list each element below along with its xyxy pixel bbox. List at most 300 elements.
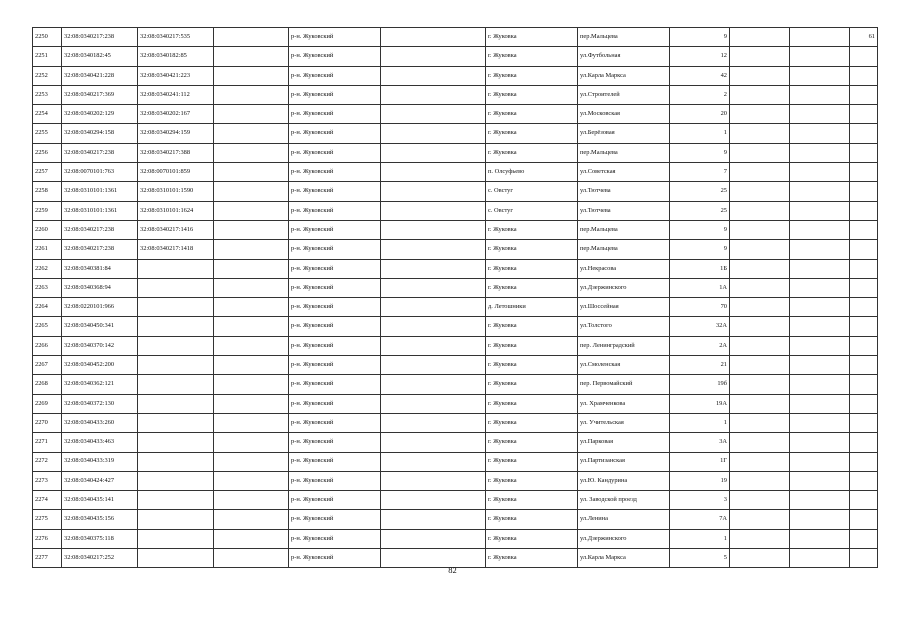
district-cell: р-н. Жуковский bbox=[289, 375, 381, 394]
empty-col-11-cell bbox=[790, 336, 850, 355]
sub-cadastral-number-cell: 32:08:0340217:1418 bbox=[138, 240, 214, 259]
table-row bbox=[33, 394, 878, 413]
empty-col-6-cell bbox=[381, 85, 486, 104]
empty-col-11-cell bbox=[790, 452, 850, 471]
street-cell: ул.Карла Маркса bbox=[578, 549, 670, 568]
empty-col-10-cell bbox=[730, 317, 790, 336]
empty-col-6-cell bbox=[381, 452, 486, 471]
empty-col-11-cell bbox=[790, 143, 850, 162]
district-cell: р-н. Жуковский bbox=[289, 240, 381, 259]
empty-col-4-cell bbox=[214, 336, 289, 355]
empty-col-6-cell bbox=[381, 66, 486, 85]
row-number-cell: 2259 bbox=[33, 201, 62, 220]
house-number-cell: 9 bbox=[670, 240, 730, 259]
empty-col-11-cell bbox=[790, 356, 850, 375]
empty-col-11-cell bbox=[790, 433, 850, 452]
empty-col-6-cell bbox=[381, 124, 486, 143]
district-cell: р-н. Жуковский bbox=[289, 278, 381, 297]
cadastral-number-cell: 32:08:0340450:341 bbox=[62, 317, 138, 336]
district-cell: р-н. Жуковский bbox=[289, 298, 381, 317]
empty-col-11-cell bbox=[790, 394, 850, 413]
empty-col-6-cell bbox=[381, 510, 486, 529]
settlement-cell: г. Жуковка bbox=[486, 510, 578, 529]
extra-value-cell bbox=[850, 278, 878, 297]
empty-col-6-cell bbox=[381, 28, 486, 47]
district-cell: р-н. Жуковский bbox=[289, 452, 381, 471]
extra-value-cell bbox=[850, 124, 878, 143]
empty-col-4-cell bbox=[214, 124, 289, 143]
row-number-cell: 2251 bbox=[33, 47, 62, 66]
row-number-cell: 2264 bbox=[33, 298, 62, 317]
empty-col-10-cell bbox=[730, 336, 790, 355]
district-cell: р-н. Жуковский bbox=[289, 529, 381, 548]
empty-col-4-cell bbox=[214, 259, 289, 278]
sub-cadastral-number-cell bbox=[138, 259, 214, 278]
empty-col-10-cell bbox=[730, 356, 790, 375]
empty-col-6-cell bbox=[381, 375, 486, 394]
extra-value-cell: 61 bbox=[850, 28, 878, 47]
row-number-cell: 2260 bbox=[33, 220, 62, 239]
street-cell: пер.Мальцева bbox=[578, 220, 670, 239]
table-row bbox=[33, 317, 878, 336]
house-number-cell: 3А bbox=[670, 433, 730, 452]
district-cell: р-н. Жуковский bbox=[289, 182, 381, 201]
extra-value-cell bbox=[850, 413, 878, 432]
district-cell: р-н. Жуковский bbox=[289, 124, 381, 143]
extra-value-cell bbox=[850, 240, 878, 259]
row-number-cell: 2266 bbox=[33, 336, 62, 355]
settlement-cell: г. Жуковка bbox=[486, 529, 578, 548]
house-number-cell: 9 bbox=[670, 220, 730, 239]
house-number-cell: 25 bbox=[670, 182, 730, 201]
row-number-cell: 2268 bbox=[33, 375, 62, 394]
empty-col-10-cell bbox=[730, 471, 790, 490]
sub-cadastral-number-cell: 32:08:0340217:535 bbox=[138, 28, 214, 47]
sub-cadastral-number-cell bbox=[138, 278, 214, 297]
row-number-cell: 2274 bbox=[33, 491, 62, 510]
table-row bbox=[33, 433, 878, 452]
street-cell: ул.Дзержинского bbox=[578, 529, 670, 548]
extra-value-cell bbox=[850, 452, 878, 471]
empty-col-4-cell bbox=[214, 413, 289, 432]
extra-value-cell bbox=[850, 143, 878, 162]
empty-col-6-cell bbox=[381, 433, 486, 452]
sub-cadastral-number-cell bbox=[138, 413, 214, 432]
street-cell: ул.Тютчева bbox=[578, 182, 670, 201]
empty-col-6-cell bbox=[381, 143, 486, 162]
empty-col-4-cell bbox=[214, 28, 289, 47]
empty-col-4-cell bbox=[214, 452, 289, 471]
empty-col-10-cell bbox=[730, 240, 790, 259]
empty-col-6-cell bbox=[381, 394, 486, 413]
empty-col-10-cell bbox=[730, 510, 790, 529]
settlement-cell: с. Овстуг bbox=[486, 182, 578, 201]
sub-cadastral-number-cell bbox=[138, 394, 214, 413]
street-cell: пер. Первомайский bbox=[578, 375, 670, 394]
settlement-cell: г. Жуковка bbox=[486, 85, 578, 104]
sub-cadastral-number-cell: 32:08:0340294:159 bbox=[138, 124, 214, 143]
extra-value-cell bbox=[850, 259, 878, 278]
street-cell: ул. Учительская bbox=[578, 413, 670, 432]
sub-cadastral-number-cell bbox=[138, 375, 214, 394]
sub-cadastral-number-cell bbox=[138, 356, 214, 375]
settlement-cell: г. Жуковка bbox=[486, 220, 578, 239]
row-number-cell: 2250 bbox=[33, 28, 62, 47]
table-row bbox=[33, 143, 878, 162]
cadastral-number-cell: 32:08:0340421:228 bbox=[62, 66, 138, 85]
cadastral-number-cell: 32:08:0220101:966 bbox=[62, 298, 138, 317]
empty-col-6-cell bbox=[381, 182, 486, 201]
empty-col-11-cell bbox=[790, 220, 850, 239]
empty-col-10-cell bbox=[730, 220, 790, 239]
empty-col-10-cell bbox=[730, 66, 790, 85]
settlement-cell: г. Жуковка bbox=[486, 452, 578, 471]
house-number-cell: 1Б bbox=[670, 259, 730, 278]
cadastral-number-cell: 32:08:0340217:238 bbox=[62, 143, 138, 162]
empty-col-10-cell bbox=[730, 105, 790, 124]
row-number-cell: 2270 bbox=[33, 413, 62, 432]
empty-col-4-cell bbox=[214, 510, 289, 529]
empty-col-4-cell bbox=[214, 182, 289, 201]
street-cell: ул.Футбольная bbox=[578, 47, 670, 66]
house-number-cell: 1А bbox=[670, 278, 730, 297]
empty-col-11-cell bbox=[790, 201, 850, 220]
empty-col-11-cell bbox=[790, 105, 850, 124]
empty-col-4-cell bbox=[214, 105, 289, 124]
extra-value-cell bbox=[850, 394, 878, 413]
cadastral-number-cell: 32:08:0340424:427 bbox=[62, 471, 138, 490]
table-row bbox=[33, 491, 878, 510]
settlement-cell: г. Жуковка bbox=[486, 47, 578, 66]
cadastral-number-cell: 32:08:0340433:319 bbox=[62, 452, 138, 471]
table-row bbox=[33, 336, 878, 355]
empty-col-4-cell bbox=[214, 220, 289, 239]
empty-col-11-cell bbox=[790, 85, 850, 104]
cadastral-number-cell: 32:08:0340368:94 bbox=[62, 278, 138, 297]
street-cell: ул.Ленина bbox=[578, 510, 670, 529]
cadastral-number-cell: 32:08:0340182:45 bbox=[62, 47, 138, 66]
settlement-cell: г. Жуковка bbox=[486, 105, 578, 124]
table-row bbox=[33, 375, 878, 394]
extra-value-cell bbox=[850, 471, 878, 490]
district-cell: р-н. Жуковский bbox=[289, 510, 381, 529]
empty-col-11-cell bbox=[790, 413, 850, 432]
empty-col-11-cell bbox=[790, 529, 850, 548]
district-cell: р-н. Жуковский bbox=[289, 394, 381, 413]
district-cell: р-н. Жуковский bbox=[289, 28, 381, 47]
empty-col-10-cell bbox=[730, 201, 790, 220]
house-number-cell: 7 bbox=[670, 163, 730, 182]
extra-value-cell bbox=[850, 356, 878, 375]
table-row bbox=[33, 182, 878, 201]
house-number-cell: 25 bbox=[670, 201, 730, 220]
empty-col-6-cell bbox=[381, 201, 486, 220]
table-row bbox=[33, 47, 878, 66]
cadastral-number-cell: 32:08:0340375:118 bbox=[62, 529, 138, 548]
empty-col-4-cell bbox=[214, 278, 289, 297]
table-row bbox=[33, 529, 878, 548]
empty-col-11-cell bbox=[790, 471, 850, 490]
cadastral-number-cell: 32:08:0340294:158 bbox=[62, 124, 138, 143]
empty-col-10-cell bbox=[730, 433, 790, 452]
street-cell: ул.Дзержинского bbox=[578, 278, 670, 297]
extra-value-cell bbox=[850, 66, 878, 85]
empty-col-6-cell bbox=[381, 471, 486, 490]
cadastral-number-cell: 32:08:0340217:238 bbox=[62, 28, 138, 47]
district-cell: р-н. Жуковский bbox=[289, 413, 381, 432]
settlement-cell: г. Жуковка bbox=[486, 336, 578, 355]
empty-col-11-cell bbox=[790, 47, 850, 66]
district-cell: р-н. Жуковский bbox=[289, 336, 381, 355]
table-row bbox=[33, 66, 878, 85]
street-cell: ул.Толстого bbox=[578, 317, 670, 336]
sub-cadastral-number-cell bbox=[138, 471, 214, 490]
extra-value-cell bbox=[850, 220, 878, 239]
table-row bbox=[33, 220, 878, 239]
empty-col-4-cell bbox=[214, 85, 289, 104]
extra-value-cell bbox=[850, 182, 878, 201]
district-cell: р-н. Жуковский bbox=[289, 143, 381, 162]
empty-col-4-cell bbox=[214, 394, 289, 413]
empty-col-10-cell bbox=[730, 124, 790, 143]
street-cell: ул.Ю. Кандурина bbox=[578, 471, 670, 490]
sub-cadastral-number-cell bbox=[138, 510, 214, 529]
sub-cadastral-number-cell bbox=[138, 433, 214, 452]
empty-col-6-cell bbox=[381, 163, 486, 182]
empty-col-4-cell bbox=[214, 375, 289, 394]
empty-col-6-cell bbox=[381, 47, 486, 66]
extra-value-cell bbox=[850, 529, 878, 548]
empty-col-4-cell bbox=[214, 47, 289, 66]
table-row bbox=[33, 259, 878, 278]
empty-col-11-cell bbox=[790, 182, 850, 201]
street-cell: ул.Некрасова bbox=[578, 259, 670, 278]
table-row bbox=[33, 452, 878, 471]
row-number-cell: 2272 bbox=[33, 452, 62, 471]
empty-col-4-cell bbox=[214, 163, 289, 182]
empty-col-10-cell bbox=[730, 452, 790, 471]
district-cell: р-н. Жуковский bbox=[289, 356, 381, 375]
extra-value-cell bbox=[850, 105, 878, 124]
table-row bbox=[33, 105, 878, 124]
table-row bbox=[33, 240, 878, 259]
row-number-cell: 2256 bbox=[33, 143, 62, 162]
row-number-cell: 2252 bbox=[33, 66, 62, 85]
sub-cadastral-number-cell: 32:08:0310101:1624 bbox=[138, 201, 214, 220]
registry-table-body bbox=[33, 28, 878, 568]
settlement-cell: г. Жуковка bbox=[486, 240, 578, 259]
street-cell: ул.Тютчева bbox=[578, 201, 670, 220]
street-cell: ул.Шоссейная bbox=[578, 298, 670, 317]
empty-col-11-cell bbox=[790, 491, 850, 510]
empty-col-4-cell bbox=[214, 471, 289, 490]
sub-cadastral-number-cell: 32:08:0340217:1416 bbox=[138, 220, 214, 239]
empty-col-11-cell bbox=[790, 66, 850, 85]
empty-col-6-cell bbox=[381, 529, 486, 548]
empty-col-10-cell bbox=[730, 182, 790, 201]
cadastral-number-cell: 32:08:0340435:141 bbox=[62, 491, 138, 510]
settlement-cell: г. Жуковка bbox=[486, 471, 578, 490]
empty-col-11-cell bbox=[790, 124, 850, 143]
street-cell: ул. Заводской проезд bbox=[578, 491, 670, 510]
cadastral-number-cell: 32:08:0340433:260 bbox=[62, 413, 138, 432]
sub-cadastral-number-cell bbox=[138, 298, 214, 317]
empty-col-6-cell bbox=[381, 356, 486, 375]
house-number-cell: 9 bbox=[670, 28, 730, 47]
extra-value-cell bbox=[850, 336, 878, 355]
sub-cadastral-number-cell: 32:08:0340241:112 bbox=[138, 85, 214, 104]
row-number-cell: 2271 bbox=[33, 433, 62, 452]
cadastral-number-cell: 32:08:0340217:369 bbox=[62, 85, 138, 104]
cadastral-number-cell: 32:08:0070101:763 bbox=[62, 163, 138, 182]
house-number-cell: 21 bbox=[670, 356, 730, 375]
empty-col-11-cell bbox=[790, 163, 850, 182]
settlement-cell: г. Жуковка bbox=[486, 143, 578, 162]
table-row bbox=[33, 471, 878, 490]
house-number-cell: 19б bbox=[670, 375, 730, 394]
empty-col-11-cell bbox=[790, 28, 850, 47]
district-cell: р-н. Жуковский bbox=[289, 549, 381, 568]
district-cell: р-н. Жуковский bbox=[289, 317, 381, 336]
empty-col-4-cell bbox=[214, 433, 289, 452]
cadastral-number-cell: 32:08:0340435:156 bbox=[62, 510, 138, 529]
sub-cadastral-number-cell: 32:08:0340217:388 bbox=[138, 143, 214, 162]
cadastral-number-cell: 32:08:0340217:252 bbox=[62, 549, 138, 568]
empty-col-10-cell bbox=[730, 394, 790, 413]
sub-cadastral-number-cell: 32:08:0310101:1590 bbox=[138, 182, 214, 201]
table-row bbox=[33, 413, 878, 432]
extra-value-cell bbox=[850, 201, 878, 220]
table-row bbox=[33, 28, 878, 47]
table-row bbox=[33, 163, 878, 182]
settlement-cell: г. Жуковка bbox=[486, 549, 578, 568]
empty-col-6-cell bbox=[381, 240, 486, 259]
house-number-cell: 1 bbox=[670, 529, 730, 548]
settlement-cell: с. Овстуг bbox=[486, 201, 578, 220]
street-cell: ул.Советская bbox=[578, 163, 670, 182]
empty-col-10-cell bbox=[730, 28, 790, 47]
sub-cadastral-number-cell bbox=[138, 317, 214, 336]
cadastral-number-cell: 32:08:0340433:463 bbox=[62, 433, 138, 452]
settlement-cell: г. Жуковка bbox=[486, 317, 578, 336]
sub-cadastral-number-cell bbox=[138, 491, 214, 510]
sub-cadastral-number-cell: 32:08:0340421:223 bbox=[138, 66, 214, 85]
house-number-cell: 1Г bbox=[670, 452, 730, 471]
sub-cadastral-number-cell: 32:08:0340182:85 bbox=[138, 47, 214, 66]
cadastral-number-cell: 32:08:0340202:129 bbox=[62, 105, 138, 124]
extra-value-cell bbox=[850, 375, 878, 394]
house-number-cell: 42 bbox=[670, 66, 730, 85]
page-number: 82 bbox=[448, 565, 457, 575]
empty-col-6-cell bbox=[381, 278, 486, 297]
house-number-cell: 12 bbox=[670, 47, 730, 66]
house-number-cell: 2 bbox=[670, 85, 730, 104]
cadastral-number-cell: 32:08:0340372:130 bbox=[62, 394, 138, 413]
cadastral-number-cell: 32:08:0340217:238 bbox=[62, 240, 138, 259]
table-row bbox=[33, 278, 878, 297]
row-number-cell: 2267 bbox=[33, 356, 62, 375]
street-cell: ул.Строителей bbox=[578, 85, 670, 104]
street-cell: ул. Храмченкова bbox=[578, 394, 670, 413]
house-number-cell: 5 bbox=[670, 549, 730, 568]
street-cell: пер. Ленинградский bbox=[578, 336, 670, 355]
empty-col-10-cell bbox=[730, 47, 790, 66]
district-cell: р-н. Жуковский bbox=[289, 105, 381, 124]
empty-col-10-cell bbox=[730, 413, 790, 432]
empty-col-6-cell bbox=[381, 298, 486, 317]
house-number-cell: 1 bbox=[670, 124, 730, 143]
settlement-cell: г. Жуковка bbox=[486, 124, 578, 143]
street-cell: пер.Мальцева bbox=[578, 143, 670, 162]
row-number-cell: 2257 bbox=[33, 163, 62, 182]
empty-col-10-cell bbox=[730, 298, 790, 317]
street-cell: ул.Карла Маркса bbox=[578, 66, 670, 85]
row-number-cell: 2258 bbox=[33, 182, 62, 201]
district-cell: р-н. Жуковский bbox=[289, 471, 381, 490]
empty-col-10-cell bbox=[730, 491, 790, 510]
district-cell: р-н. Жуковский bbox=[289, 201, 381, 220]
district-cell: р-н. Жуковский bbox=[289, 220, 381, 239]
settlement-cell: п. Олсуфьево bbox=[486, 163, 578, 182]
street-cell: ул.Берёзовая bbox=[578, 124, 670, 143]
table-row bbox=[33, 298, 878, 317]
settlement-cell: г. Жуковка bbox=[486, 259, 578, 278]
street-cell: ул.Парковая bbox=[578, 433, 670, 452]
settlement-cell: г. Жуковка bbox=[486, 491, 578, 510]
street-cell: ул.Смоленская bbox=[578, 356, 670, 375]
empty-col-11-cell bbox=[790, 375, 850, 394]
cadastral-number-cell: 32:08:0340217:238 bbox=[62, 220, 138, 239]
empty-col-11-cell bbox=[790, 510, 850, 529]
settlement-cell: г. Жуковка bbox=[486, 413, 578, 432]
house-number-cell: 7А bbox=[670, 510, 730, 529]
settlement-cell: г. Жуковка bbox=[486, 433, 578, 452]
empty-col-6-cell bbox=[381, 220, 486, 239]
empty-col-10-cell bbox=[730, 375, 790, 394]
empty-col-10-cell bbox=[730, 278, 790, 297]
row-number-cell: 2263 bbox=[33, 278, 62, 297]
table-row bbox=[33, 201, 878, 220]
row-number-cell: 2277 bbox=[33, 549, 62, 568]
sub-cadastral-number-cell: 32:08:0070101:859 bbox=[138, 163, 214, 182]
empty-col-4-cell bbox=[214, 201, 289, 220]
cadastral-number-cell: 32:08:0340370:142 bbox=[62, 336, 138, 355]
empty-col-10-cell bbox=[730, 529, 790, 548]
settlement-cell: г. Жуковка bbox=[486, 28, 578, 47]
empty-col-10-cell bbox=[730, 143, 790, 162]
extra-value-cell bbox=[850, 85, 878, 104]
settlement-cell: г. Жуковка bbox=[486, 356, 578, 375]
empty-col-4-cell bbox=[214, 317, 289, 336]
settlement-cell: г. Жуковка bbox=[486, 66, 578, 85]
settlement-cell: г. Жуковка bbox=[486, 394, 578, 413]
empty-col-11-cell bbox=[790, 259, 850, 278]
empty-col-10-cell bbox=[730, 85, 790, 104]
house-number-cell: 19А bbox=[670, 394, 730, 413]
empty-col-6-cell bbox=[381, 413, 486, 432]
empty-col-10-cell bbox=[730, 259, 790, 278]
house-number-cell: 70 bbox=[670, 298, 730, 317]
district-cell: р-н. Жуковский bbox=[289, 85, 381, 104]
empty-col-4-cell bbox=[214, 529, 289, 548]
settlement-cell: г. Жуковка bbox=[486, 278, 578, 297]
house-number-cell: 1 bbox=[670, 413, 730, 432]
empty-col-6-cell bbox=[381, 317, 486, 336]
street-cell: пер.Мальцева bbox=[578, 28, 670, 47]
row-number-cell: 2269 bbox=[33, 394, 62, 413]
extra-value-cell bbox=[850, 163, 878, 182]
settlement-cell: д. Летошники bbox=[486, 298, 578, 317]
